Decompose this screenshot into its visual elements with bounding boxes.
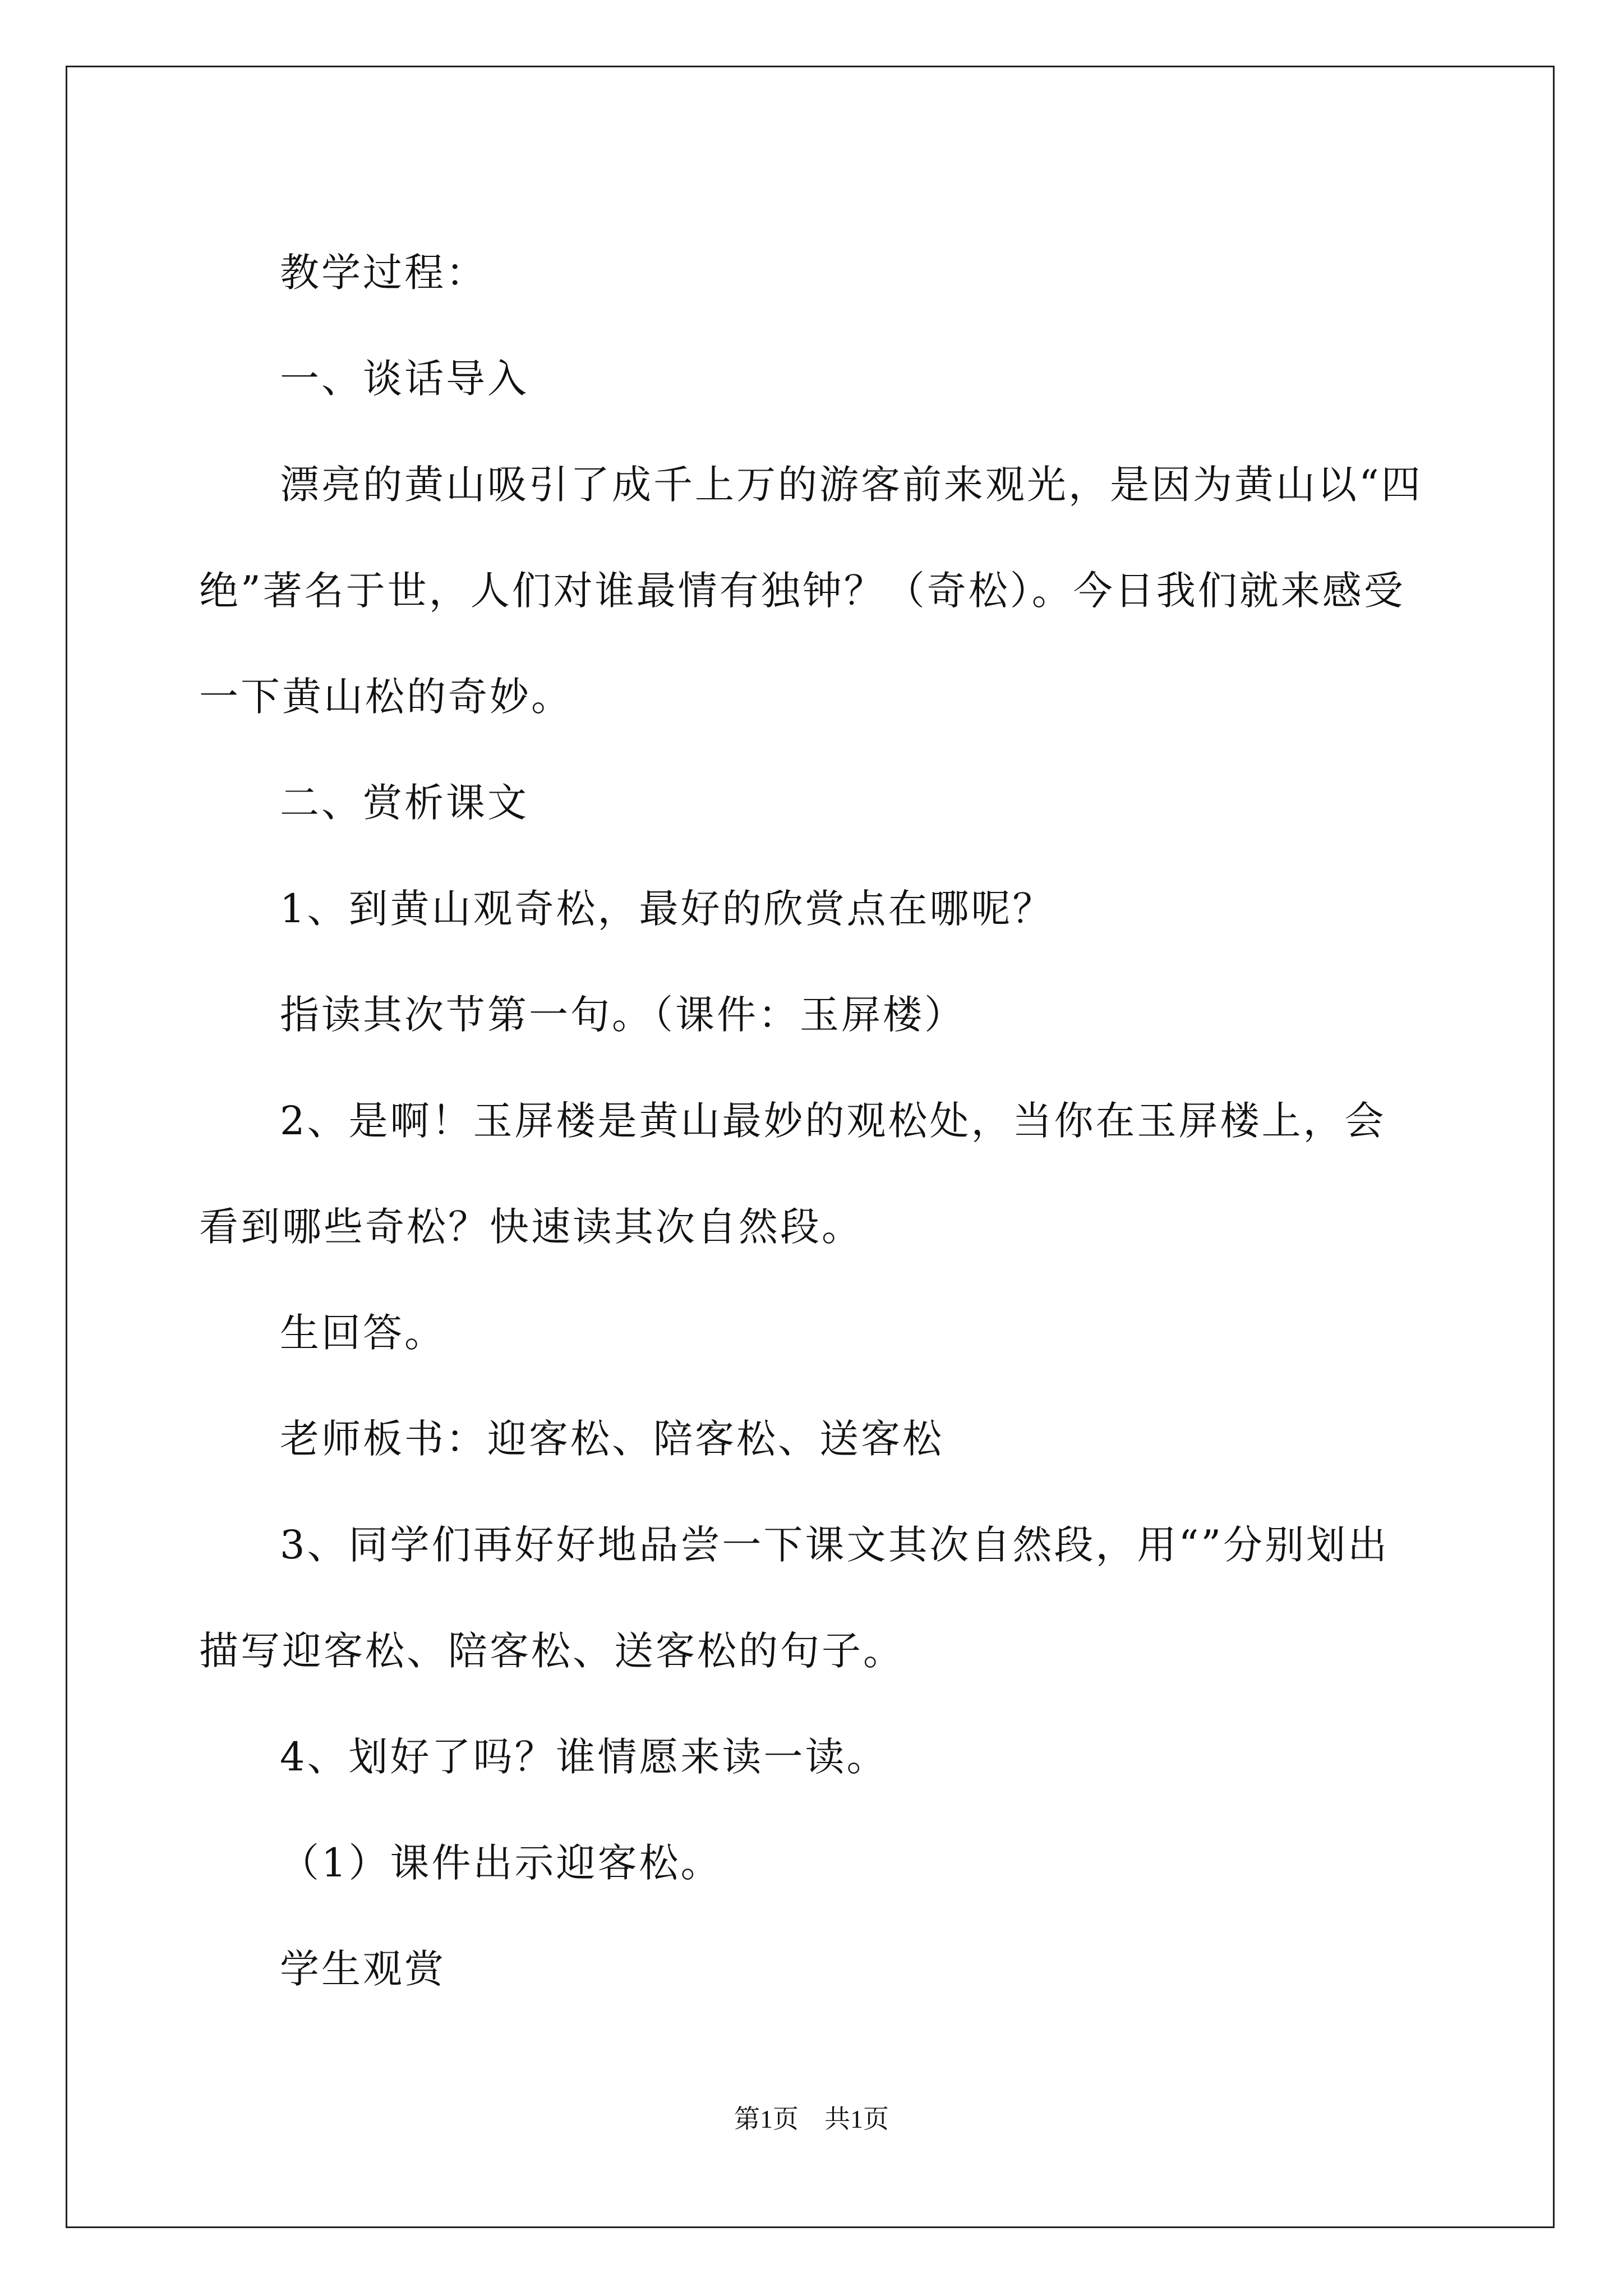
paragraph: 4、划好了吗？谁情愿来读一读。 bbox=[280, 1734, 888, 1780]
page-total: 共1页 bbox=[824, 2105, 889, 2133]
paragraph: 2、是啊！玉屏楼是黄山最妙的观松处，当你在玉屏楼上，会看到哪些奇松？快速读其次自然段。 bbox=[199, 1098, 1386, 1250]
paragraph: 教学过程： bbox=[280, 250, 487, 296]
paragraph: 生回答。 bbox=[280, 1310, 446, 1356]
paragraph: 老师板书：迎客松、陪客松、送客松 bbox=[280, 1416, 944, 1462]
section-heading: 一、谈话导入 bbox=[280, 356, 529, 402]
page-footer bbox=[0, 2102, 1623, 2136]
section-heading: 二、赏析课文 bbox=[280, 780, 529, 826]
paragraph: （1）课件出示迎客松。 bbox=[280, 1840, 722, 1886]
paragraph: 3、同学们再好好地品尝一下课文其次自然段，用“”分别划出描写迎客松、陪客松、送客松的句子。 bbox=[199, 1522, 1390, 1674]
page-number: 第1页 bbox=[734, 2105, 799, 2133]
document-body bbox=[199, 220, 1427, 2022]
paragraph: 指读其次节第一句。（课件：玉屏楼） bbox=[280, 992, 966, 1038]
paragraph: 漂亮的黄山吸引了成千上万的游客前来观光，是因为黄山以“四绝”著名于世，人们对谁最情有独钟？（奇松）。今日我们就来感受一下黄山松的奇妙。 bbox=[199, 462, 1423, 720]
paragraph: 1、到黄山观奇松，最好的欣赏点在哪呢？ bbox=[280, 886, 1054, 932]
paragraph: 学生观赏 bbox=[280, 1946, 446, 1992]
